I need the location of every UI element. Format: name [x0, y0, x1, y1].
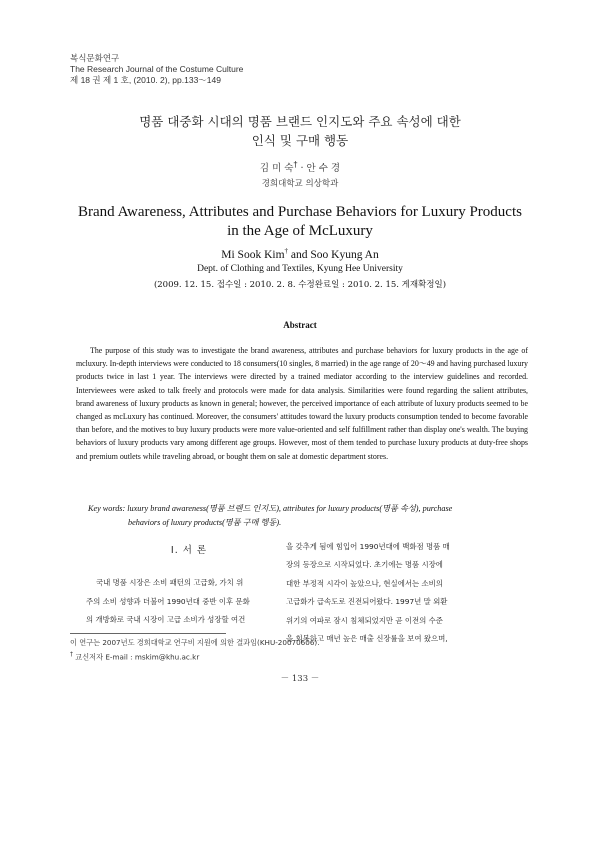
footnote-corresponding-mark: †: [70, 651, 73, 658]
footnote-divider: [70, 633, 226, 634]
intro-paragraph-left: [86, 574, 292, 629]
footnote-corresponding: [70, 649, 319, 663]
body-column-right: [286, 538, 504, 648]
corresponding-mark-english: †: [284, 247, 289, 255]
author-english-first: Mi Sook Kim: [221, 248, 285, 261]
journal-name-english: The Research Journal of the Costume Culture: [70, 64, 244, 74]
footnotes: [70, 637, 319, 663]
body-line: 위기의 여파로 잠시 침체되었지만 곧 이전의 수준: [286, 615, 443, 625]
title-english: [0, 203, 600, 241]
keywords-line2: behaviors of luxury products(명품 구매 행동).: [128, 518, 282, 527]
abstract-heading: Abstract: [283, 320, 317, 330]
author-english-rest: and Soo Kyung An: [288, 248, 379, 261]
body-line: 장의 등장으로 시작되었다. 초기에는 명품 시장에: [286, 560, 443, 570]
body-line: 주의 소비 성향과 더불어 1990년대 중반 이후 문화: [86, 596, 250, 606]
title-korean-line2: 인식 및 구매 행동: [251, 133, 349, 148]
submission-dates: (2009. 12. 15. 접수일 : 2010. 2. 8. 수정완료일 : 2010. 2. 15. 게재확정일): [153, 280, 447, 290]
page-number: － 133 －: [280, 674, 320, 684]
journal-name-korean: 복식문화연구: [70, 53, 120, 63]
affiliation-korean: 경희대학교 의상학과: [261, 179, 339, 189]
authors-english: [0, 247, 600, 261]
body-line: 대한 부정적 시각이 높았으나, 현실에서는 소비의: [286, 578, 443, 588]
body-column-left: [86, 540, 292, 630]
keywords-line1: Key words: luxury brand awareness(명품 브랜드 인지도), attributes for luxury products(명품 속성), purchase: [88, 504, 453, 513]
volume-issue: 제 18 권 제 1 호, (2010. 2), pp.133～149: [70, 75, 221, 85]
corresponding-mark: †: [293, 160, 298, 169]
author-korean-first: 김 미 숙: [259, 163, 294, 175]
footnote-funding: 이 연구는 2007년도 경희대학교 연구비 지원에 의한 결과임(KHU-20070606).: [70, 638, 320, 647]
section-heading-introduction: Ⅰ. 서 론: [170, 545, 208, 556]
abstract-body: The purpose of this study was to investigate the brand awareness, attributes and purchase behaviors for luxury products in the age of mcluxury. In-depth interviews were conducted to 18 consumers(10 singles, 8 married) in the age range of 20～49 and having purchased luxury products twice in last 1 year. The interviews were directed by a trained mediator according to the interview guidelines and recorded. Interviewees were asked to talk freely and protocols were made for data analysis. Similarities were found regarding the salient attributes, brand awareness of luxury products as known in general; however, the perceived importance of each attribute of luxury products seemed to be changed as mcLuxury has continued. Moreover, the consumers' attitudes toward the luxury products consumption tended to become favorable than before, and the motives to buy luxury products were more value-oriented and self fulfillment rather than display one's wealth. The buying behaviors of luxury products vary among different age groups. However, most of them tended to purchase luxury products at duty-free shops and premium outlets while traveling abroad, or bought them on sale at domestic department stores.: [76, 346, 528, 461]
authors-korean: [0, 160, 600, 174]
title-korean-line1: 명품 대중화 시대의 명품 브랜드 인지도와 주요 속성에 대한: [139, 114, 461, 129]
title-english-line2: in the Age of McLuxury: [227, 223, 373, 239]
author-separator: ·: [297, 163, 307, 175]
body-line: 고급화가 급속도로 진전되어왔다. 1997년 말 외환: [286, 597, 448, 607]
footnote-corresponding-text: 교신저자 E-mail : mskim@khu.ac.kr: [73, 652, 200, 662]
journal-header: [70, 53, 243, 86]
author-korean-second: 안 수 경: [306, 163, 341, 175]
body-line: 을 회복하고 매년 높은 매출 신장률을 보여 왔으며,: [286, 634, 448, 644]
body-line: 의 개방화로 국내 시장이 고급 소비가 성장할 여건: [86, 615, 246, 625]
title-english-line1: Brand Awareness, Attributes and Purchase Behaviors for Luxury Products: [78, 204, 522, 220]
body-line: 을 갖추게 됨에 힘입어 1990년대에 백화점 명품 매: [286, 542, 450, 551]
body-line: 국내 명품 시장은 소비 패턴의 고급화, 가치 위: [96, 578, 244, 588]
title-korean: [0, 112, 600, 150]
keywords: [88, 502, 520, 530]
affiliation-english: Dept. of Clothing and Textiles, Kyung Hee University: [197, 264, 403, 274]
